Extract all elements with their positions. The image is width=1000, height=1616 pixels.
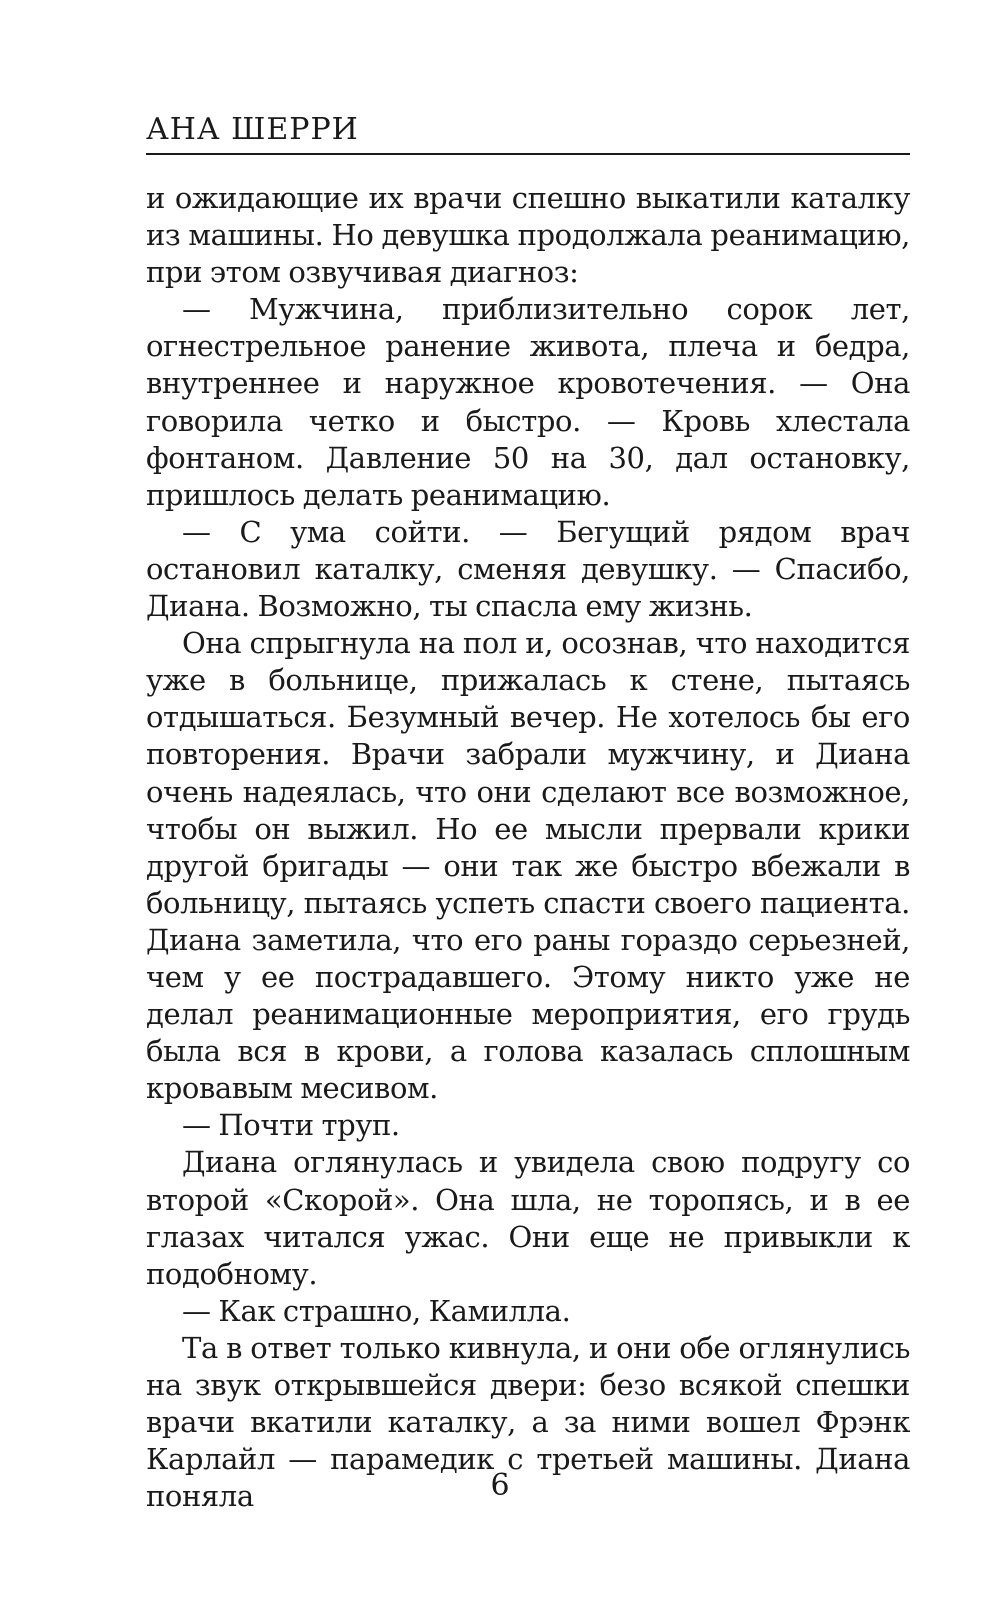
paragraph: — Как страшно, Камилла.	[182, 1293, 571, 1328]
running-head: АНА ШЕРРИ	[146, 110, 910, 155]
page-number: 6	[490, 1468, 510, 1503]
body-text	[146, 180, 910, 1515]
paragraph: Она спрыгнула на пол и, осознав, что находится уже в больнице, прижалась к стене, пытаясь отдышаться. Безумный вечер. Не хотелось бы его повторения. Врачи забрали мужчину, и Диана очень надеялась, что они сделают все возможное, чтобы он выжил. Но ее мысли прервали крики другой бригады — они так же быстро вбежали в больницу, пытаясь успеть спасти своего пациента. Диана заметила, что его раны гораздо серьезней, чем у ее пострадавшего. Этому никто уже не делал реанимационные мероприятия, его грудь была вся в крови, а голова казалась сплошным кровавым месивом.	[146, 626, 910, 1106]
paragraph: Диана оглянулась и увидела свою подругу со второй «Скорой». Она шла, не торопясь, и в ее глазах читался ужас. Они еще не привыкли к подобному.	[146, 1145, 910, 1291]
paragraph: Та в ответ только кивнула, и они обе оглянулись на звук открывшейся двери: безо всякой спешки врачи вкатили каталку, а за ними вошел Фрэнк Карлайл — парамедик с третьей машины. Диана поняла	[146, 1330, 910, 1514]
paragraph: и ожидающие их врачи спешно выкатили каталку из машины. Но девушка продолжала реанимацию, при этом озвучивая диагноз:	[146, 181, 910, 290]
paragraph: — С ума сойти. — Бегущий рядом врач остановил каталку, сменяя девушку. — Спасибо, Диана. Возможно, ты спасла ему жизнь.	[146, 514, 910, 624]
paragraph: — Почти труп.	[182, 1108, 400, 1143]
paragraph: — Мужчина, приблизительно сорок лет, огнестрельное ранение живота, плеча и бедра, внутреннее и наружное кровотечения. — Она говорила четко и быстро. — Кровь хлестала фонтаном. Давление 50 на 30, дал остановку, пришлось делать реанимацию.	[146, 292, 910, 512]
